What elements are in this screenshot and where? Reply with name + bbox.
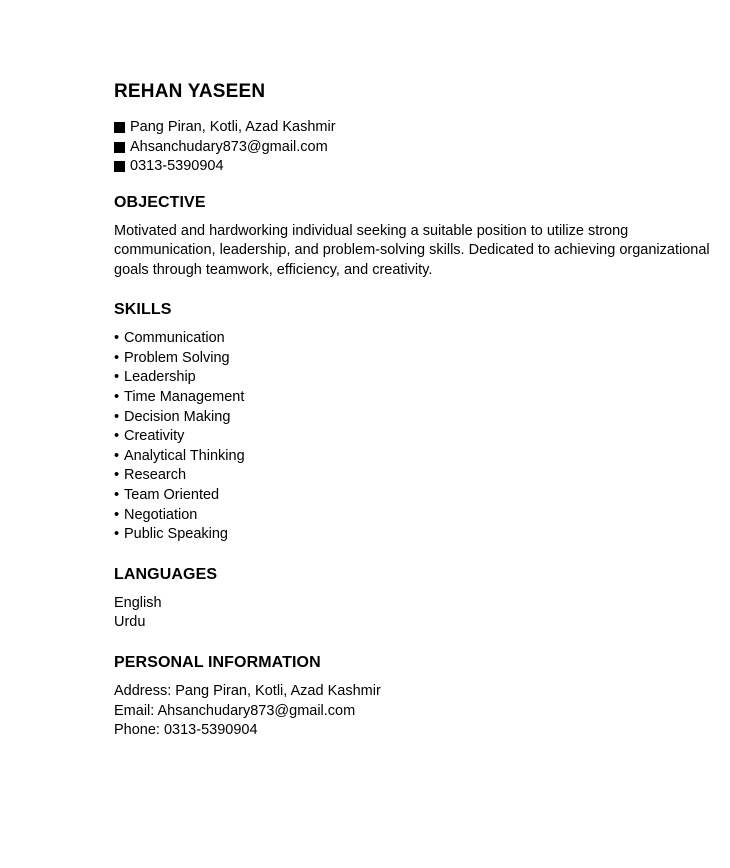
languages-heading: LANGUAGES [114, 565, 218, 583]
bullet-icon: • [114, 389, 120, 406]
list-item [114, 466, 714, 486]
bullet-icon: • [114, 428, 120, 445]
skill-label: Negotiation [124, 506, 198, 523]
bullet-icon: • [114, 408, 120, 425]
language-item: Urdu [114, 614, 146, 631]
skill-label: Team Oriented [124, 487, 220, 504]
personal-email: Email: Ahsanchudary873@gmail.com [114, 702, 356, 719]
bullet-icon: • [114, 330, 120, 347]
languages-body [114, 594, 714, 633]
contact-phone-text: 0313-5390904 [130, 158, 224, 174]
skill-label: Research [124, 467, 187, 484]
square-bullet-icon [114, 161, 125, 172]
bullet-icon: • [114, 506, 120, 523]
bullet-icon: • [114, 349, 120, 366]
skills-section [114, 300, 714, 545]
contact-address-text: Pang Piran, Kotli, Azad Kashmir [130, 119, 336, 135]
skill-label: Leadership [124, 369, 196, 386]
resume-page [114, 80, 714, 741]
language-item: English [114, 594, 162, 611]
list-item [114, 408, 714, 428]
objective-section [114, 193, 714, 281]
personal-info-section [114, 653, 714, 741]
list-item [114, 525, 714, 545]
skill-label: Time Management [124, 389, 245, 406]
personal-info-heading: PERSONAL INFORMATION [114, 654, 321, 671]
list-item [114, 388, 714, 408]
skill-label: Decision Making [124, 408, 231, 425]
languages-section [114, 565, 714, 633]
contact-list [114, 118, 714, 177]
skill-label: Creativity [124, 428, 185, 445]
personal-phone: Phone: 0313-5390904 [114, 722, 258, 739]
skill-label: Communication [124, 330, 225, 347]
bullet-icon: • [114, 467, 120, 484]
bullet-icon: • [114, 447, 120, 464]
skills-body [114, 329, 714, 545]
bullet-icon: • [114, 369, 120, 386]
list-item [114, 486, 714, 506]
bullet-icon: • [114, 487, 120, 504]
bullet-icon: • [114, 526, 120, 543]
list-item [114, 447, 714, 467]
resume-name: REHAN YASEEN [114, 81, 266, 102]
skill-label: Analytical Thinking [124, 447, 245, 464]
skills-list [114, 329, 714, 545]
objective-text: Motivated and hardworking individual seeking a suitable position to utilize strong communication, leadership, and problem-solving skills. Dedicated to achieving organizational goals through teamwork, efficiency, and creativity. [114, 222, 710, 278]
skill-label: Problem Solving [124, 349, 230, 366]
list-item [114, 427, 714, 447]
contact-address [114, 118, 714, 138]
contact-email [114, 138, 714, 158]
list-item [114, 329, 714, 349]
list-item [114, 368, 714, 388]
personal-info-body [114, 682, 714, 741]
objective-body [114, 222, 714, 281]
list-item [114, 349, 714, 369]
personal-address: Address: Pang Piran, Kotli, Azad Kashmir [114, 683, 381, 699]
skill-label: Public Speaking [124, 526, 228, 543]
square-bullet-icon [114, 142, 125, 153]
contact-email-text: Ahsanchudary873@gmail.com [130, 138, 328, 155]
list-item [114, 506, 714, 526]
contact-phone [114, 157, 714, 177]
objective-heading: OBJECTIVE [114, 193, 206, 211]
skills-heading: SKILLS [114, 301, 172, 319]
square-bullet-icon [114, 122, 125, 133]
